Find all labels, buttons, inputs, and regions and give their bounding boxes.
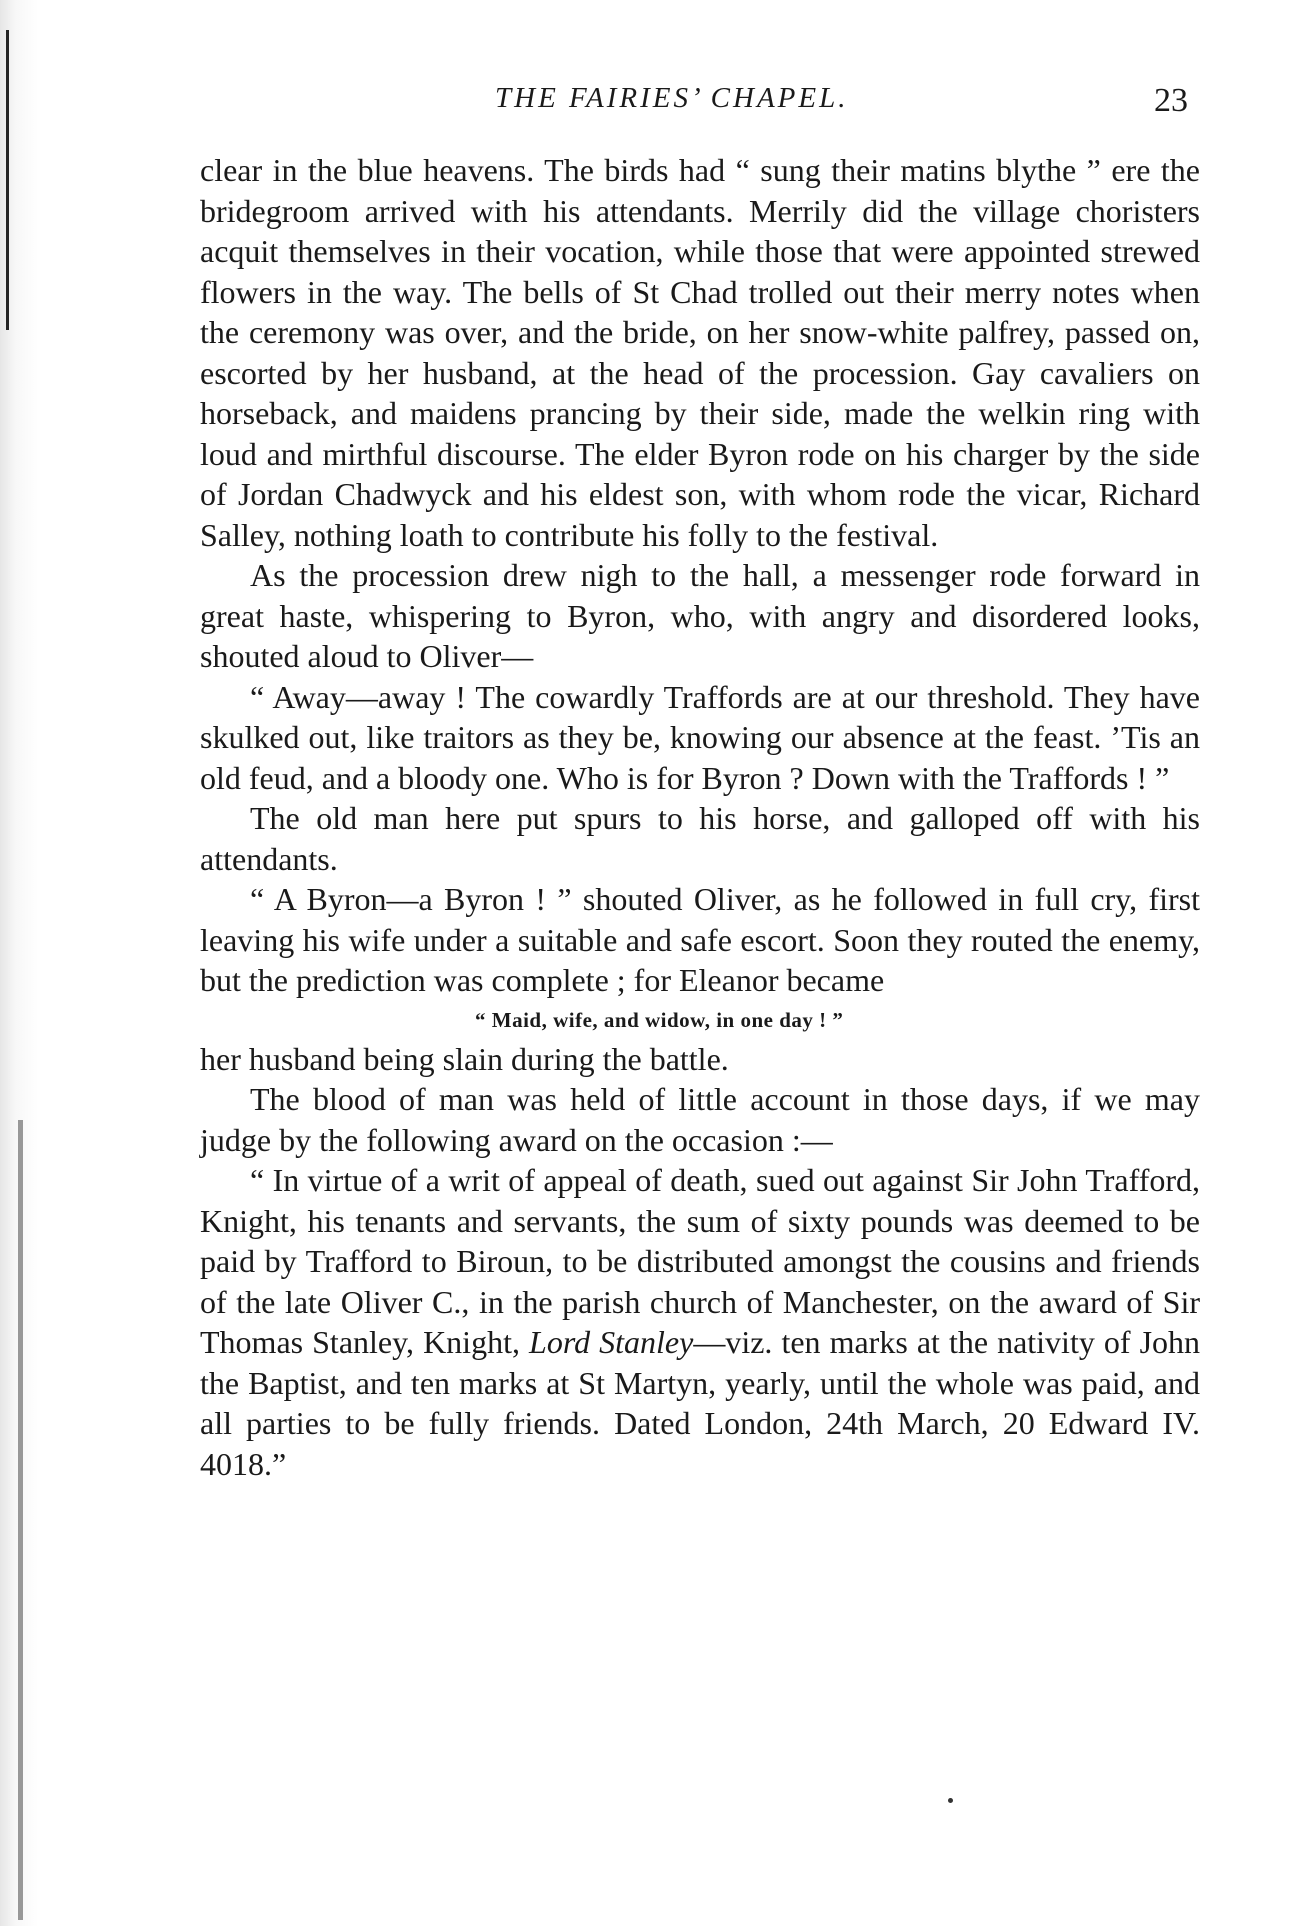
paragraph: “ Away—away ! The cowardly Traffords are at our threshold. They have skulked out, like traitors as they be, knowing our absence at the feast. ’Tis an old feud, and a bloody one. Who is for Byron ? Down with the Traffords ! ” [200,678,1200,796]
paragraph: The blood of man was held of little account in those days, if we may judge by the following award on the occasion :— [200,1081,1200,1158]
award-italic-title: Lord Stanley [529,1324,694,1360]
award-text-end: —viz. ten marks at the nativity of John the Baptist, and ten marks at St Martyn, yearly, until the whole was paid, and all parties to be fully friends. Dated London, 24th March, 20 Edward IV. 4018.” [200,1324,1201,1482]
stray-dot [948,1798,953,1803]
paragraph: “ A Byron—a Byron ! ” shouted Oliver, as he followed in full cry, first leaving his wife under a suitable and safe escort. Soon they routed the enemy, but the prediction was complete ; for Eleanor became [200,881,1200,998]
paragraph-award [200,1160,1200,1484]
page-header [200,82,1200,130]
running-head: THE FAIRIES’ CHAPEL. [495,82,849,114]
paragraph: The old man here put spurs to his horse, and galloped off with his attendants. [200,800,1200,877]
scan-mark-top [6,30,9,330]
page-number: 23 [1154,82,1188,119]
verse-quote: “ Maid, wife, and widow, in one day ! ” [475,1007,844,1032]
scan-mark-bottom [18,1120,23,1920]
award-text: “ In virtue of a writ of appeal of death, sued out against Sir John Trafford, Knight, his tenants and servants, the sum of sixty pounds was deemed to be paid by Trafford to Biroun, to be distributed amongst the cousins and friends of the late Oliver C., in the parish church of Manchester, on the award of Sir Thomas Stanley, Knight, [200,1162,1200,1360]
paragraph: her husband being slain during the battle. [200,1040,729,1077]
paragraph: clear in the blue heavens. The birds had “ sung their matins blythe ” ere the bridegroom arrived with his attendants. Merrily did the village choristers acquit themselves in their vocation, while those that were appointed strewed flowers in the way. The bells of St Chad trolled out their merry notes when the ceremony was over, and the bride, on her snow-white palfrey, passed on, escorted by her husband, at the head of the procession. Gay cavaliers on horseback, and maidens prancing by their side, made the welkin ring with loud and mirthful discourse. The elder Byron rode on his charger by the side of Jordan Chadwyck and his eldest son, with whom rode the vicar, Richard Salley, nothing loath to contribute his folly to the festival. [200,152,1200,553]
body-text [200,150,1200,1484]
paragraph: As the procession drew nigh to the hall, a messenger rode forward in great haste, whispering to Byron, who, with angry and disordered looks, shouted aloud to Oliver— [200,557,1200,674]
